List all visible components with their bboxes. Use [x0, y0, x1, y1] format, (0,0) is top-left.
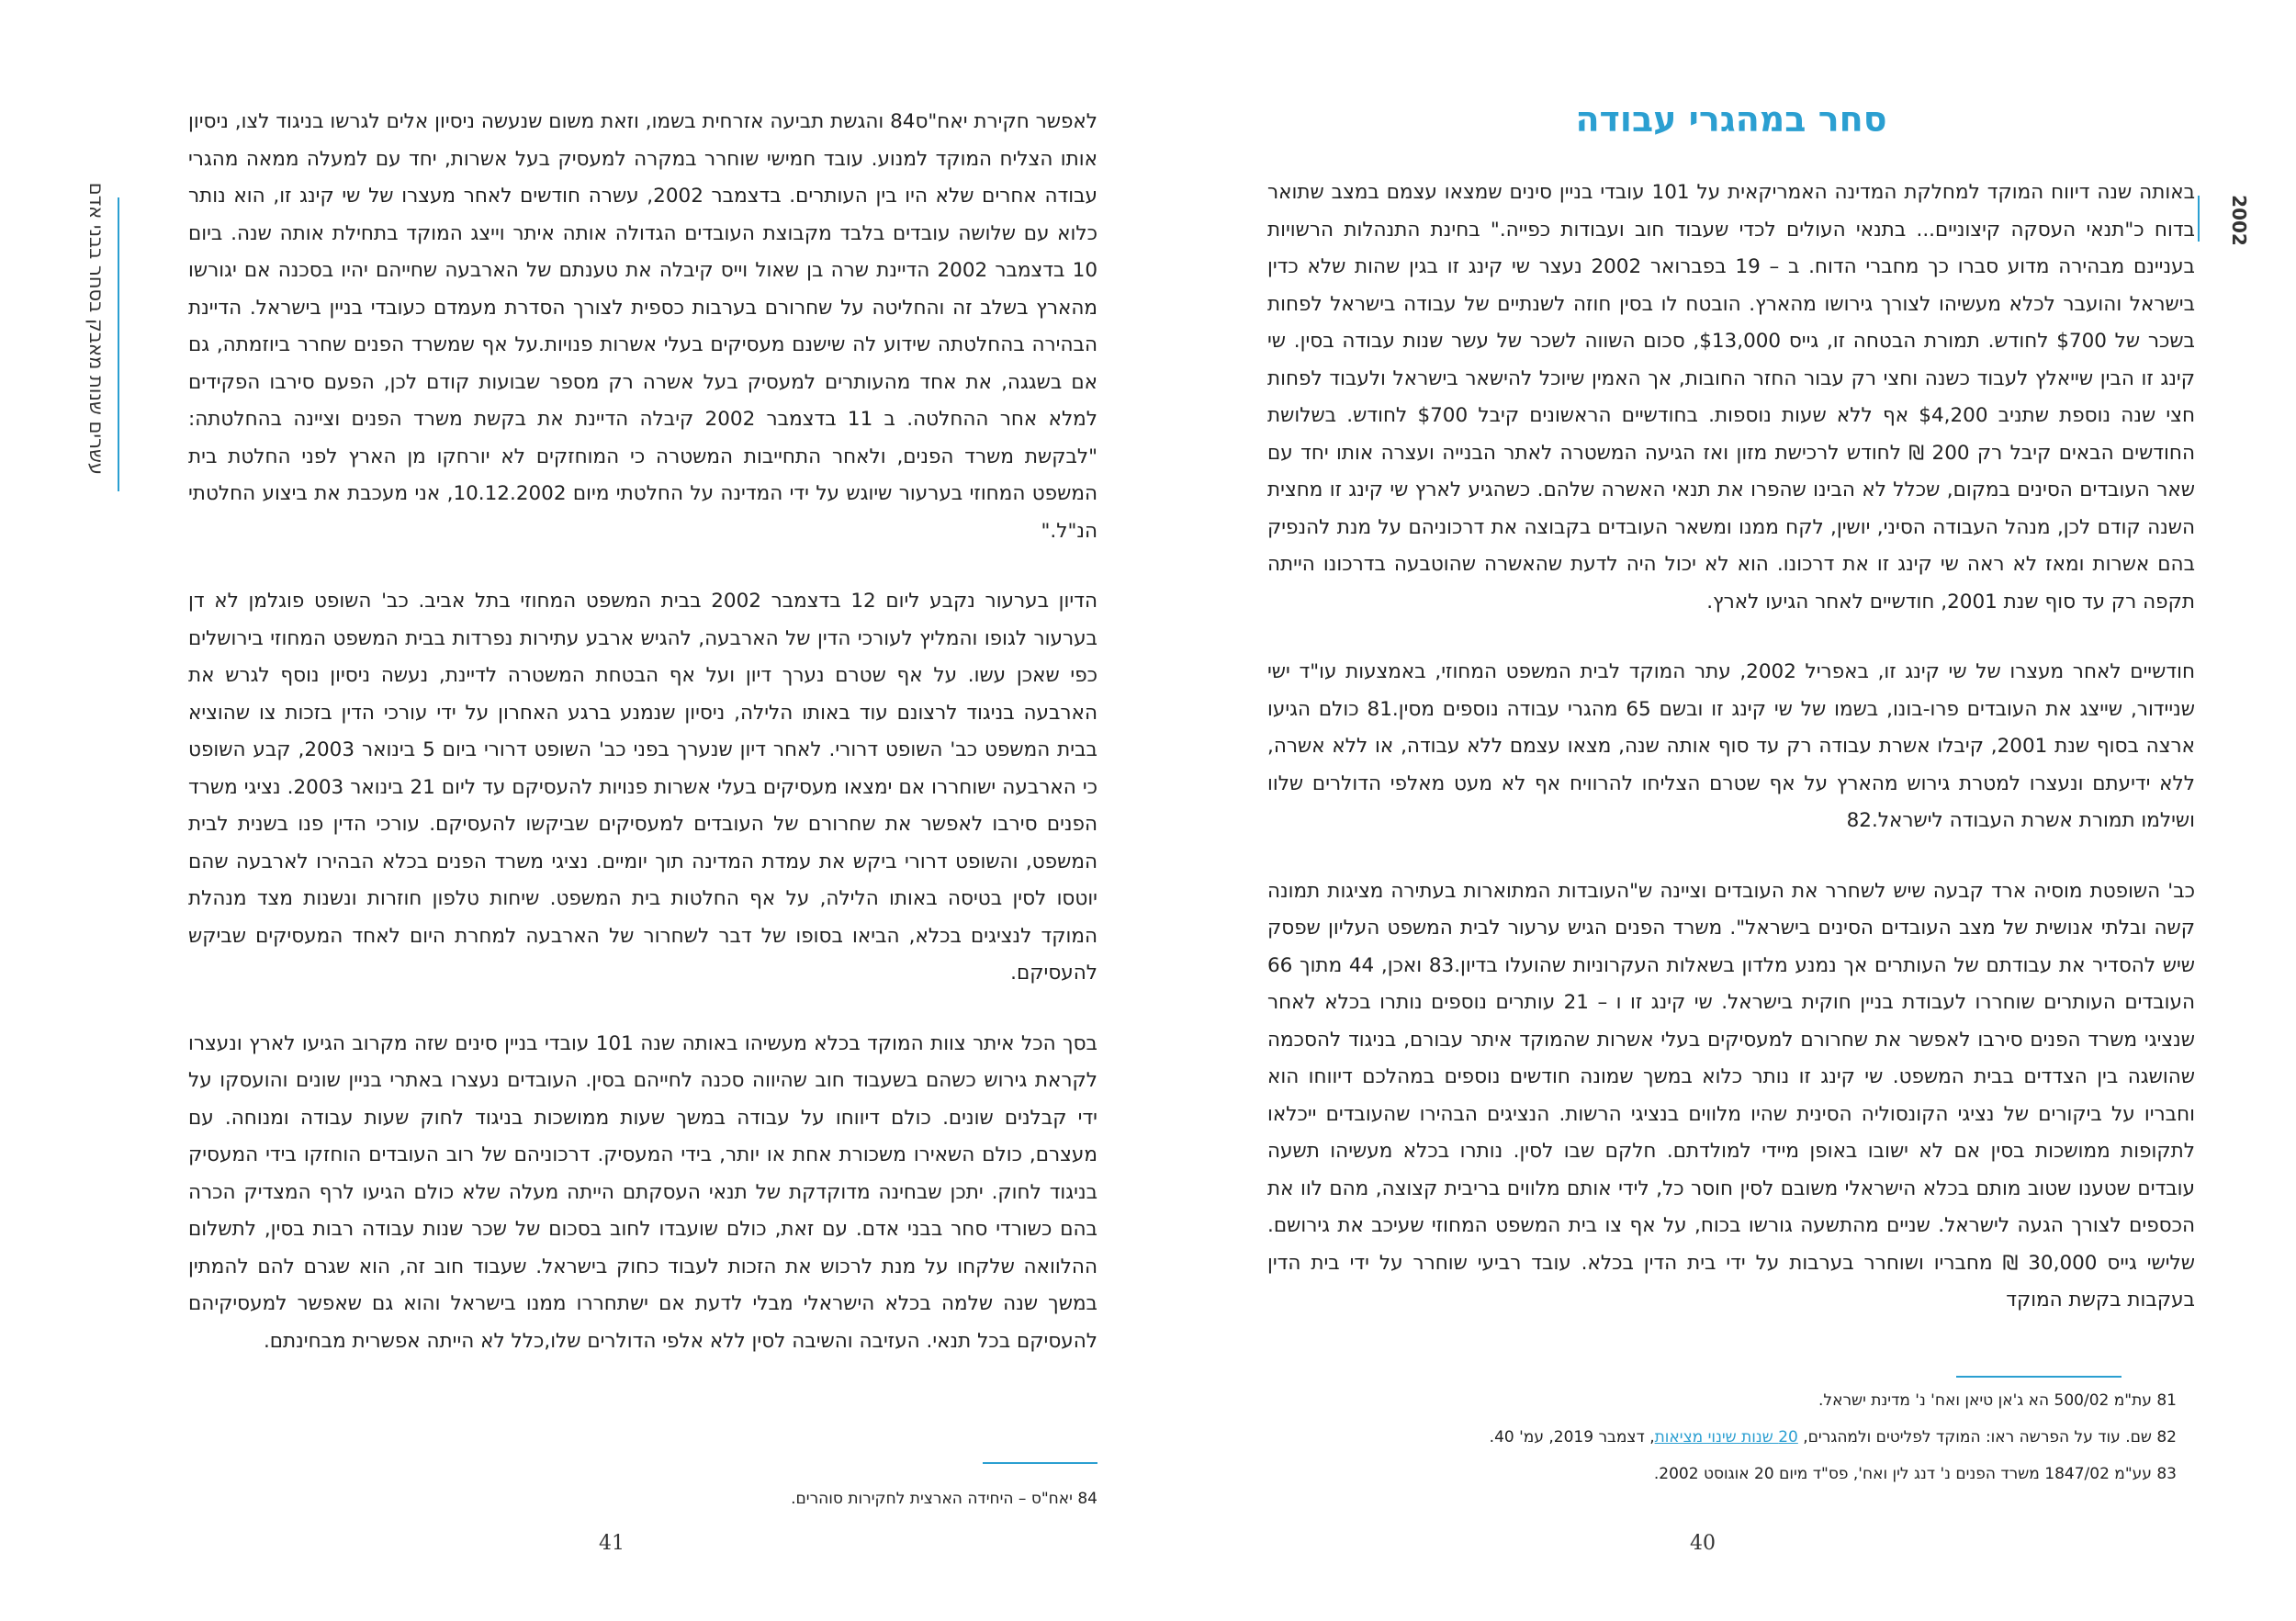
- page-40: [1148, 0, 2296, 1621]
- footnote-82-tail: , דצמבר 2019, עמ' 40.: [1489, 1428, 1655, 1447]
- paragraph: חודשיים לאחר מעצרו של שי קינג זו, באפריל 2002, עתר המוקד לבית המשפט המחוזי, באמצעות עו"ד ישי שניידור, שייצג את העובדים פרו-בונו, בשמו של שי קינג זו ובשם 65 מהגרי עבודה נוספים מסין.81 כולם הגיעו ארצה בסוף שנת 2001, קיבלו אשרת עבודה רק עד סוף אותה שנה, מצאו עצמם ללא עבודה, או ללא אשרה, ללא ידיעתם ונעצרו למטרת גירוש מהארץ על אף שטרם הצליחו להרוויח אף לא מעט מאלפי הדולרים שלוו ושילמו תמורת אשרת העבודה לישראל.82: [1267, 660, 2195, 832]
- right-page-body: [1267, 174, 2195, 1353]
- left-page-body: [188, 104, 1097, 1393]
- side-year-rule: [2198, 196, 2200, 242]
- footnote-separator: [1956, 1376, 2122, 1378]
- paragraph: כב' השופטת מוסיה ארד קבעה שיש לשחרר את העובדים וציינה ש"העובדות המתוארות בעתירה מציגות תמונה קשה ובלתי אנושית של מצב העובדים הסינים בישראל". משרד הפנים הגיש ערעור לבית המשפט העליון שפסק שיש להסדיר את עבודתם של העותרים אך נמנע מלדון בשאלות העקרוניות שהועלו בדיון.83 ואכן, 44 מתוך 66 העובדים העותרים שוחררו לעבודת בניין חוקית בישראל. שי קינג זו ו – 21 עותרים נוספים נותרו בכלא לאחר שנציגי משרד הפנים סירבו לאפשר את שחרורם למעסיקים בעלי אשרות שהמוקד איתר עבורם, בניגוד להסכמה שהושגה בין הצדדים בבית המשפט. שי קינג זו נותר כלוא במשך שמונה חודשים נוספים במהלכם דיווחו הוא וחבריו על ביקורים של נציגי הקונסוליה הסינית שהיו מלווים בנציגי הרשות. הנציגים הבהירו שהעובדים ייכלאו לתקופות ממושכות בסין אם לא ישובו באופן מיידי למולדתם. חלקם שבו לסין. נותרו בכלא מעשיהו תשעה עובדים שטענו שטוב מותם בכלא הישראלי משובם לסין חוסר כל, לידי אותם מלווים בריבית קצוצה, מהם לוו את הכספים לצורך הגעה לישראל. שניים מהתשעה גורשו בכוח, על אף צו בית המשפט המחוזי שעיכב את גירושם. שלישי גייס 30,000 ₪ מחבריו ושוחרר בערבות על ידי בית הדין בכלא. עובד רביעי שוחרר על ידי בית הדין בעקבות בקשת המוקד: [1267, 879, 2196, 1311]
- paragraph: הדיון בערעור נקבע ליום 12 בדצמבר 2002 בבית המשפט המחוזי בתל אביב. כב' השופט פוגלמן לא דן בערעור לגופו והמליץ לעורכי הדין של הארבעה, להגיש ארבע עתירות נפרדות בבית המשפט המחוזי בירושלים כפי שאכן עשו. על אף שטרם נערך דיון ועל אף הבטחת המשטרה לדיינת, נעשה ניסיון נוסף לגרש את הארבעה בניגוד לרצונם עוד באותו הלילה, ניסיון שנמנע ברגע האחרון על ידי עורכי הדין בזכות צו שהוציא בבית המשפט כב' השופט דרורי. לאחר דיון שנערך בפני כב' השופט דרורי ביום 5 בינואר 2003, קבע השופט כי הארבעה ישוחררו אם ימצאו מעסיקים בעלי אשרות פנויות להעסיקם עד ליום 21 בינואר 2003. נציגי משרד הפנים סירבו לאפשר את שחרורם של העובדים למעסיקים שביקשו להעסיקם. עורכי הדין פנו בשנית לבית המשפט, והשופט דרורי ביקש את עמדת המדינה תוך יומיים. נציגי משרד הפנים בכלא הבהירו לארבעה שהם יוטסו לסין בטיסה באותו הלילה, על אף החלטות בית המשפט. שיחות טלפון חוזרות ונשנות מצד מנהלת המוקד לנציגים בכלא, הביאו בסופו של דבר לשחרור של הארבעה למחרת היום לאחד המעסיקים שביקש להעסיקם.: [188, 590, 1097, 985]
- page-number: 40: [1690, 1532, 1716, 1555]
- footnotes: [1490, 1382, 2177, 1492]
- footnote-separator: [983, 1462, 1097, 1464]
- running-header: עשרים שנות מאבק בסחר בבני אדם: [85, 182, 107, 475]
- paragraph: באותה שנה דיווח המוקד למחלקת המדינה האמריקאית על 101 עובדי בניין סינים שמצאו עצמם במצב שתואר בדוח כ"תנאי העסקה קיצוניים... בתנאי העולים לכדי שעבוד חוב ועבודות כפייה." בחינת התנהלות הרשויות בעניינם מבהירה מדוע סברו כך מחברי הדוח. ב – 19 בפברואר 2002 נעצר שי קינג זו בגין שהות שלא כדין בישראל והועבר לכלא מעשיהו לצורך גירושו מהארץ. הובטח לו בסין חוזה לשנתיים של עבודה בישראל לפחות בשכר של $700 לחודש. תמורת הבטחה זו, גייס $13,000, סכום השווה לשכר של עשר שנות עבודה בסין. שי קינג זו הבין שייאלץ לעבוד כשנה וחצי רק עבור החזר החובות, אך האמין שיוכל להישאר בישראל ולעבוד לפחות חצי שנה נוספת שתניב $4,200 אף ללא שעות נוספות. בחודשיים הראשונים קיבל $700 לחודש. בשלושת החודשים הבאים קיבל רק 200 ₪ לחודש לרכישת מזון ואז הגיעה המשטרה לאתר הבנייה ועצרה אותו יחד עם שאר העובדים הסינים במקום, שכלל לא הבינו שהפרו את תנאי האשרה שלהם. כשהגיע לארץ שי קינג זו מחצית השנה קודם לכן, מנהל העבודה הסיני, יושין, לקח ממנו ומשאר העובדים בקבוצה את דרכוניהם על מנת להנפיק בהם אשרות ומאז לא ראה שי קינג זו את דרכונו. הוא לא יכול היה לדעת שהאשרה שהוטבעה בדרכונו הייתה תקפה רק עד סוף שנת 2001, חודשיים לאחר הגיעו לארץ.: [1267, 181, 2196, 614]
- footnote-83: 83 עע"מ 1847/02 משרד הפנים נ' דנג לין ואח', פס"ד מיום 20 אוגוסט 2002.: [1653, 1465, 2177, 1483]
- footnotes: [791, 1480, 1097, 1517]
- chapter-title: סחר במהגרי עבודה: [1575, 99, 1887, 140]
- footnote-84: 84 יאח"ס – היחידה הארצית לחקירות סוהרים.: [791, 1490, 1097, 1508]
- paragraph: בסך הכל איתר צוות המוקד בכלא מעשיהו באותה שנה 101 עובדי בניין סינים שזה מקרוב הגיעו לארץ ונעצרו לקראת גירוש כשהם בשעבוד חוב שהיווה סכנה לחייהם בסין. העובדים נעצרו באתרי בניין שונים והועסקו על ידי קבלנים שונים. כולם דיווחו על עבודה במשך שעות ממושכות בניגוד לחוק שעות עבודה ומנוחה. עם מעצרם, כולם השאירו משכורת אחת או יותר, בידי המעסיק. דרכוניהם של רוב העובדים הוחזקו בידי המעסיק בניגוד לחוק. יתכן שבחינה מדוקדקת של תנאי העסקתם הייתה מעלה שלא כולם הגיעו לרף המצדיק הכרה בהם כשורדי סחר בבני אדם. עם זאת, כולם שועבדו לחוב בסכום של שכר שנות עבודה רבות בסין, לתשלום ההלוואה שלקחו על מנת לרכוש את הזכות לעבוד כחוק בישראל. שעבוד חוב זה, הוא שגרם להם להמתין במשך שנה שלמה בכלא הישראלי מבלי לדעת אם ישתחררו ממנו בישראל והוא גם שאפשר למעסיקיהם להעסיקם בכל תנאי. העזיבה והשיבה לסין ללא אלפי הדולרים שלו,כלל לא הייתה אפשרית מבחינתם.: [188, 1031, 1097, 1353]
- footnote-82-text: 82 שם. עוד על הפרשה ראו: המוקד לפליטים ולמהגרים,: [1797, 1428, 2177, 1447]
- page-number: 41: [599, 1532, 625, 1555]
- side-year: 2002: [2227, 195, 2250, 246]
- paragraph: לאפשר חקירת יאח"ס84 והגשת תביעה אזרחית בשמו, וזאת משום שנעשה ניסיון אלים לגרשו בניגוד לצו, ניסיון אותו הצליח המוקד למנוע. עובד חמישי שוחרר במקרה למעסיק בעל אשרות, יחד עם למעלה ממאה מהגרי עבודה אחרים שלא היו בין העותרים. בדצמבר 2002, עשרה חודשים לאחר מעצרו של שי קינג זו, הוא נותר כלוא עם שלושה עובדים בלבד מקבוצת העובדים הגדולה אותה איתר וייצג המוקד בתחילת אותה שנה. ביום 10 בדצמבר 2002 הדיינת שרה בן שאול וייס קיבלה את טענתם של הארבעה שחייהם יהיו בסכנה אם יגורשו מהארץ בשלב זה והחליטה על שחרורם בערבות כספית לצורך הסדרת מעמדם כעובדי בניין בישראל. הדיינת הבהירה בהחלטתה שידוע לה שישנם מעסיקים בעלי אשרות פנויות.על אף שמשרד הפנים שחרר ביוזמתה, גם אם בשגגה, את אחד מהעותרים למעסיק בעל אשרה רק מספר שבועות קודם לכן, הפעם סירבו הפקידים למלא אחר ההחלטה. ב 11 בדצמבר 2002 קיבלה הדיינת את בקשת משרד הפנים וציינה בהחלטתה: "לבקשת משרד הפנים, ולאחר התחייבות המשטרה כי המוחזקים לא יורחקו מן הארץ לפני החלטת בית המשפט המחוזי בערעור שיוגש על ידי המדינה על החלטתי מיום 10.12.2002, אני מעכבת את ביצוע החלטתי הנ"ל.": [188, 110, 1098, 543]
- footnote-81: 81 עת"מ 500/02 הא ג'אן טיאן ואח' נ' מדינת ישראל.: [1818, 1391, 2177, 1410]
- footnote-82-link[interactable]: 20 שנות שינוי מציאות: [1654, 1428, 1798, 1447]
- running-header-rule: [118, 197, 119, 491]
- footnote-82: [1490, 1419, 2177, 1456]
